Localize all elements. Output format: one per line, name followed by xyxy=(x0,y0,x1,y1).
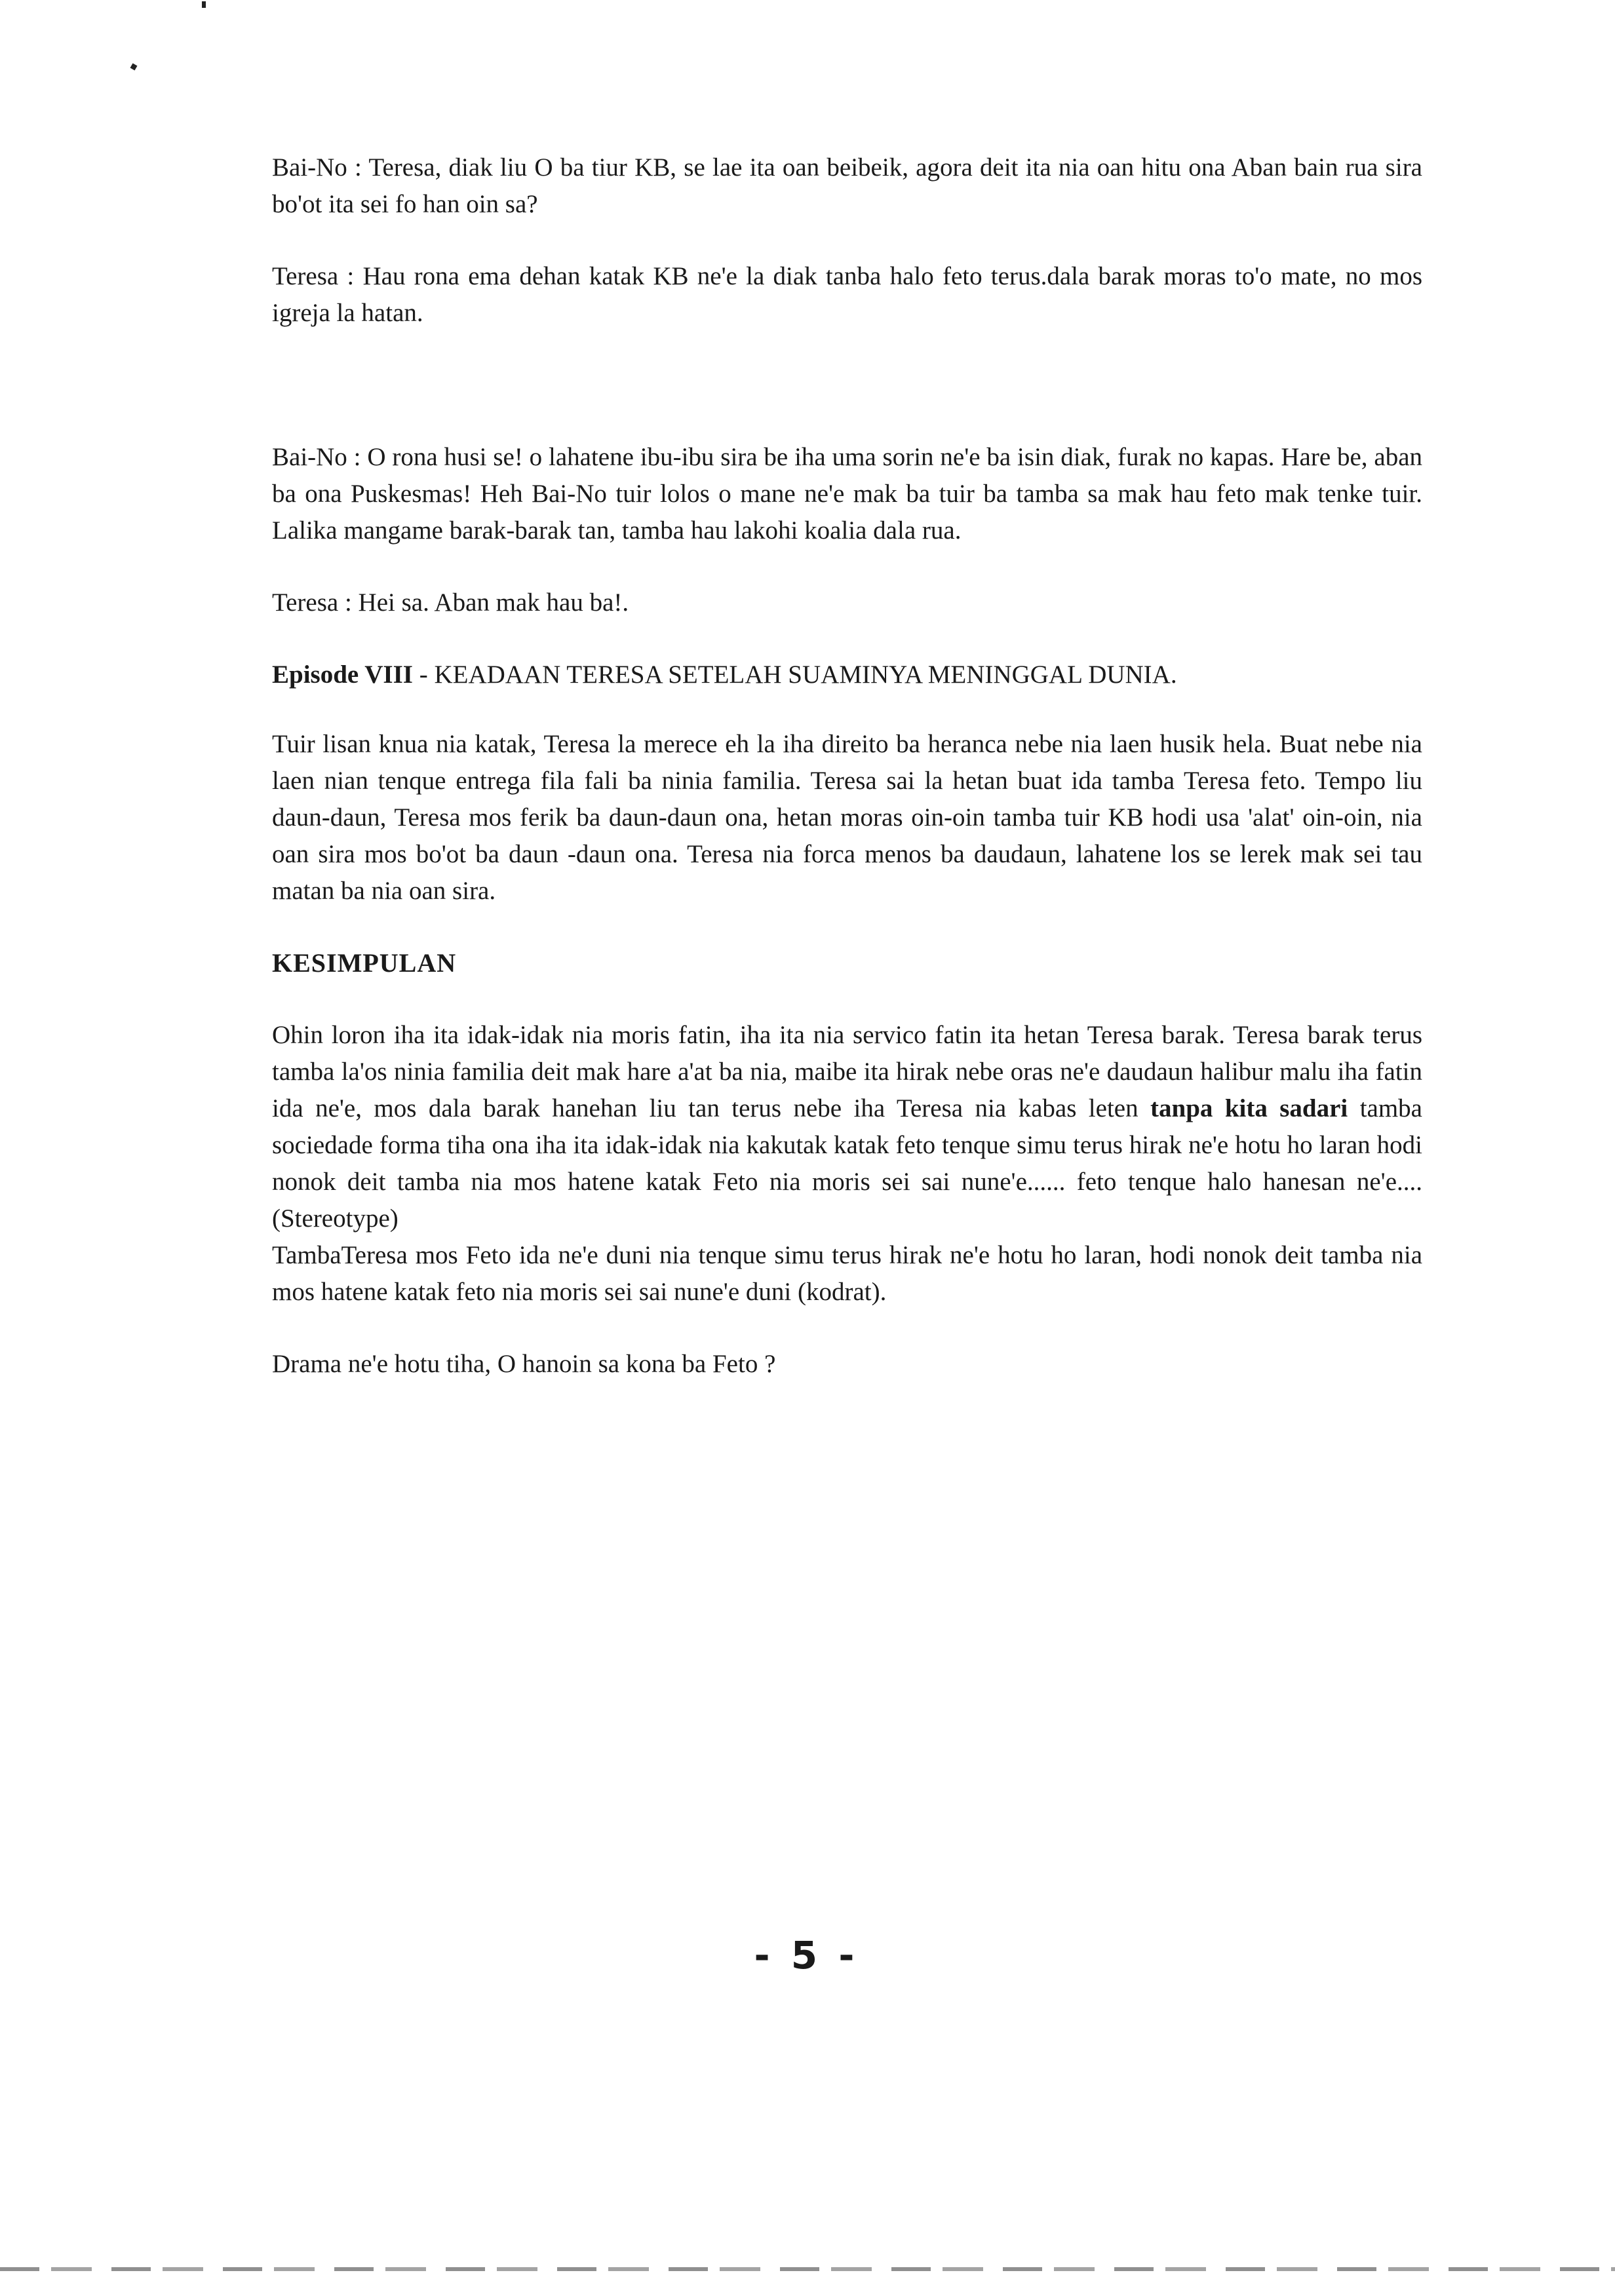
episode-paragraph: Tuir lisan knua nia katak, Teresa la merece eh la iha direito ba heranca nebe nia laen husik hela. Buat nebe nia laen nian tenque entrega fila fali ba ninia familia. Teresa sai la hetan buat ida tamba Teresa feto. Tempo liu daun-daun, Teresa mos ferik ba daun-daun ona, hetan moras oin-oin tamba tuir KB hodi usa 'alat' oin-oin, nia oan sira mos bo'ot ba daun -daun ona. Teresa nia forca menos ba daudaun, lahatene los se lerek mak sei tau matan ba nia oan sira. xyxy=(272,730,1422,905)
conclusion-text-1: Ohin loron iha ita idak-idak nia moris fatin, iha ita nia servico fatin ita hetan Teresa barak. Teresa barak terus tamba la'os ninia familia deit mak hare a'at ba nia, maibe ita hirak nebe oras ne'e daudaun halibur malu iha fatin ida ne'e, mos dala barak hanehan liu tan terus nebe iha Teresa nia kabas leten xyxy=(272,1021,1422,1122)
closing-question: Drama ne'e hotu tiha, O hanoin sa kona ba Feto ? xyxy=(272,1350,776,1378)
dialogue-teresa-2: Teresa : Hei sa. Aban mak hau ba!. xyxy=(272,588,629,617)
conclusion-text-2: tamba sociedade forma tiha ona iha ita idak-idak nia kakutak katak feto tenque simu terus hirak ne'e hotu ho laran hodi nonok deit tamba nia mos hatene katak Feto nia moris sei sai nune'e...... feto tenque halo hanesan ne'e....(Stereotype) xyxy=(272,1094,1422,1233)
scan-speck xyxy=(202,1,206,8)
dialogue-bai-no-2: Bai-No : O rona husi se! o lahatene ibu-ibu sira be iha uma sorin ne'e ba isin diak, furak no kapas. Hare be, aban ba ona Puskesmas! Heh Bai-No tuir lolos o mane ne'e mak ba tuir ba tamba sa mak hau feto mak tenke tuir. Lalika mangame barak-barak tan, tamba hau lakohi koalia dala rua. xyxy=(272,443,1422,545)
episode-title: - KEADAAN TERESA SETELAH SUAMINYA MENINGGAL DUNIA. xyxy=(412,660,1177,689)
conclusion-paragraph xyxy=(272,1017,1422,1237)
spacer xyxy=(272,367,1422,439)
dialogue-teresa-1: Teresa : Hau rona ema dehan katak KB ne'e la diak tanba halo feto terus.dala barak moras to'o mate, no mos igreja la hatan. xyxy=(272,262,1422,327)
scan-edge-line xyxy=(0,2267,1615,2271)
dialogue-bai-no-1: Bai-No : Teresa, diak liu O ba tiur KB, se lae ita oan beibeik, agora deit ita nia oan hitu ona Aban bain rua sira bo'ot ita sei fo han oin sa? xyxy=(272,153,1422,218)
conclusion-heading: KESIMPULAN xyxy=(272,948,457,978)
episode-label: Episode VIII xyxy=(272,660,413,689)
document-body xyxy=(272,149,1422,1418)
episode-heading xyxy=(272,657,1422,693)
page-number: - 5 - xyxy=(754,1933,859,1978)
conclusion-emphasis: tanpa kita sadari xyxy=(1150,1094,1348,1122)
conclusion-paragraph-2: TambaTeresa mos Feto ida ne'e duni nia tenque simu terus hirak ne'e hotu ho laran, hodi nonok deit tamba nia mos hatene katak feto nia moris sei sai nune'e duni (kodrat). xyxy=(272,1241,1422,1306)
scan-speck xyxy=(130,64,138,71)
